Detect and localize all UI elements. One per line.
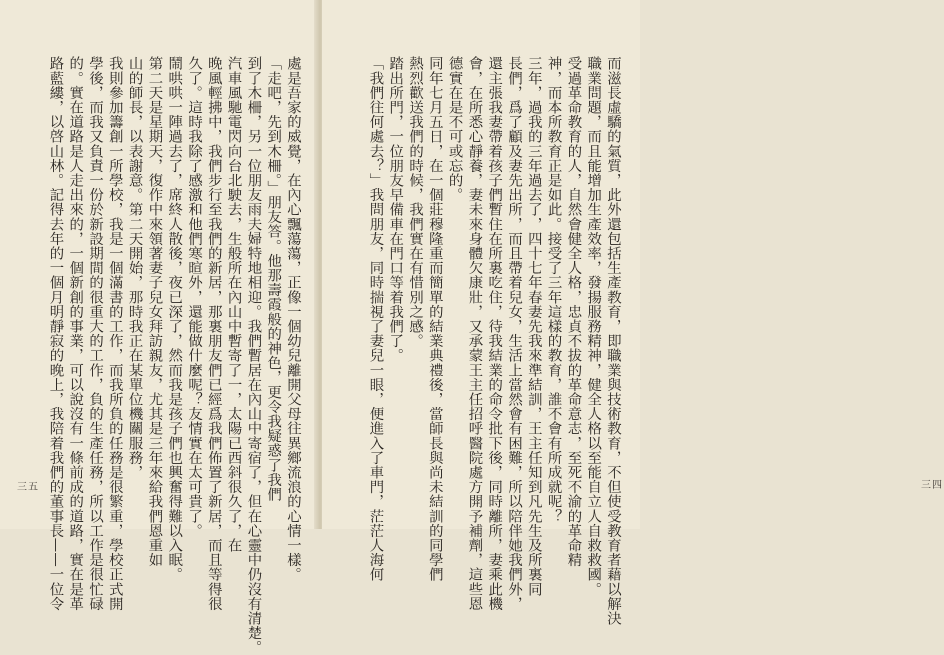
page-number: 三四 xyxy=(921,480,943,491)
text-column: 學後，而我又負責一份於新設期間的很重大的工作，負的生產任務，所以工作是很忙碌 xyxy=(87,56,104,611)
text-column: 而滋長虛驕的氣質，此外還包括生產教育，即職業與技術教育，不但使受教育者藉以解決 xyxy=(605,56,621,626)
text-column: 山的師長，以表謝意。第二天開始，那時我正在某單位機關服務， xyxy=(126,56,143,480)
text-column: 汽車風馳電閃向台北駛去，生般所在內山中暫寄了一，太陽已西斜很久了，在 xyxy=(225,56,242,553)
right-page-text xyxy=(334,56,622,626)
text-column: 處是吾家的威覺，在內心飄蕩蕩，正像一個幼兒離開父母往異鄉流浪的心情一樣。 xyxy=(285,56,301,582)
text-column: 鬧哄哄一陣過去了，席終人散後，夜已深了，然而我是孩子們也興奮得難以入眠。 xyxy=(166,56,183,582)
text-column: 我則參加籌創一所學校，我是一個滿書的工作，而我所負的任務是很繁重，學校正式開 xyxy=(106,56,123,611)
text-column: 路藍縷，以啓山林。記得去年的一個月明靜寂的晚上，我陪着我們的董事長——一位令 xyxy=(47,56,64,611)
left-page xyxy=(0,0,318,655)
right-page xyxy=(322,0,943,626)
text-column: 久了。這時我除了感激和他們寒暄外，還能做什麼呢？友情實在太可貴了。 xyxy=(186,56,203,538)
text-column: 的。實在道路是人走出來的，一個新創的事業，可以說沒有一條前成的道路，實在是革 xyxy=(67,56,84,611)
text-column: 晚風輕拂中，我們步行至我們的新居，那裏朋友們已經爲我們佈置了新居，而且等得很 xyxy=(205,56,222,611)
text-column: 職業問題，而且能增加生產效率，發揚服務精神，健全人格以至能自立人自救救國。 xyxy=(585,56,602,597)
text-column: 踏出所門，一位朋友早備車在門口等着我們了。 xyxy=(387,56,404,363)
text-column: 同年七月五日，在一個莊穆隆重而簡單的結業典禮後，當師長與尚未結訓的同學們 xyxy=(426,56,443,582)
text-column: 德實在是不可或忘的。 xyxy=(446,56,463,202)
text-column: 「走吧，先到木柵。」朋友答。他那壽霞般的神色，更令我疑惑了我們 xyxy=(265,56,282,502)
text-column: 熱烈歡送我們的時候，我們實在有惜別之感。 xyxy=(407,56,424,348)
text-column: 長們，爲了顧及妻先出所，而且帶着兒女，生活上當然會有困難，所以陪伴她我們外， xyxy=(506,56,523,611)
text-column: 第二天是星期天，復作中來領著妻子兒女拜訪親友，尤其是三年來給我們恩重如 xyxy=(146,56,163,567)
text-column: 「我們往何處去？」我問朋友，同時揣視了妻兒一眼，便進入了車門，茫茫人海何 xyxy=(367,56,384,582)
left-page-text xyxy=(22,56,302,655)
text-column: 三年，過我的三年過去了，四十七年春妻先我來準結訓，王主任知到凡先生及所裏同 xyxy=(525,56,542,597)
text-column: 神，而本所教育正是如此。接受了三年這樣的教育，誰不會有所成就呢？ xyxy=(545,56,562,524)
text-column: 到了木柵，另一位朋友雨夫婦特地相迎。我們暫居在內山中寄宿了，但在心靈中仍沒有清楚。 xyxy=(245,56,262,655)
text-column: 還主張我妻帶着孩子們暫住在所裏吃住，待我結業的命令批下後，同時離所，妻乘此機 xyxy=(486,56,503,611)
text-column: 受過革命教育的人，自然會健全人格，忠貞不拔的革命意志，至死不渝的革命精 xyxy=(565,56,582,567)
text-column: 會，在所悉心靜養，妻未來身體欠康壯，又承蒙王主任招呼醫院處方開予補劑，這些恩 xyxy=(466,56,483,611)
page-number: 三五 xyxy=(17,482,39,493)
